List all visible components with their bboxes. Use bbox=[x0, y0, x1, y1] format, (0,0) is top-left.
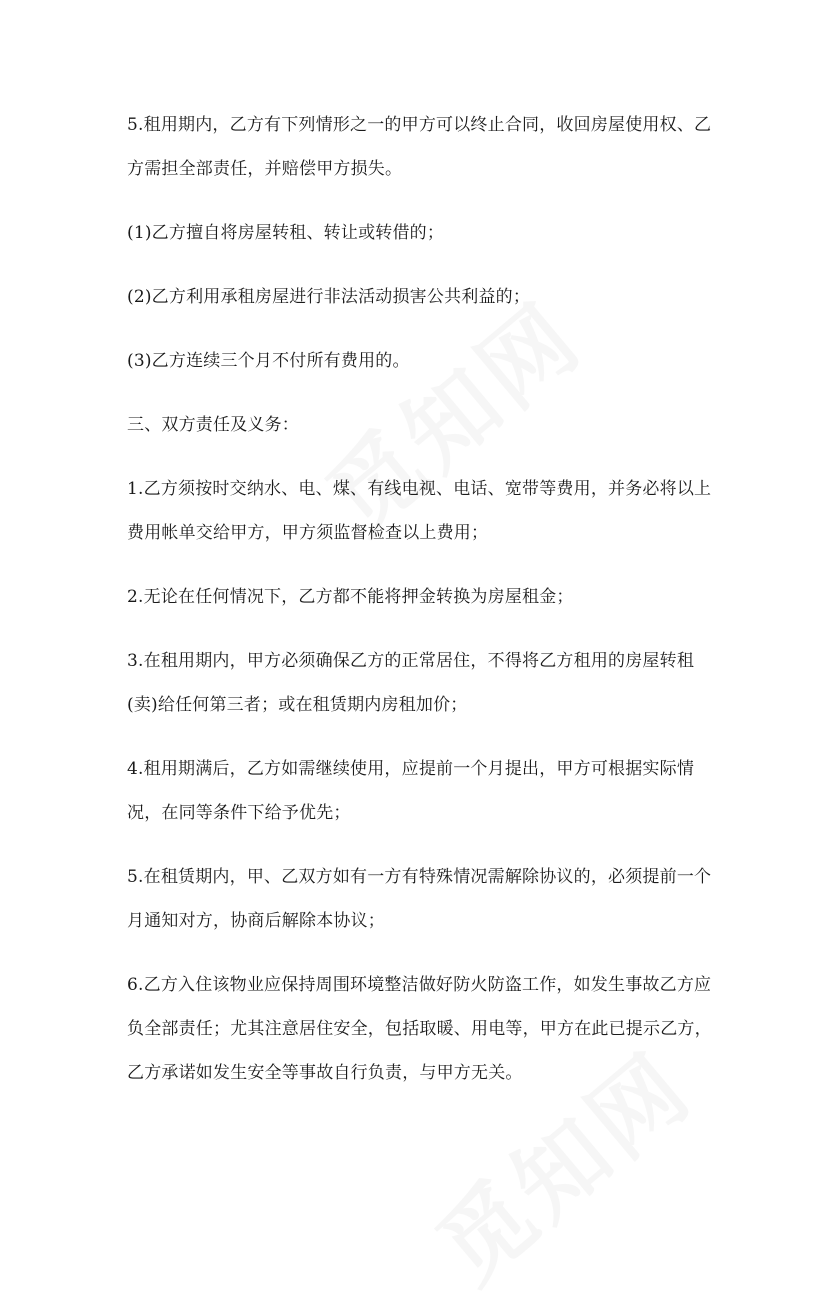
duty-6: 6.乙方入住该物业应保持周围环境整洁做好防火防盗工作，如发生事故乙方应负全部责任；尤其注意居住安全，包括取暖、用电等，甲方在此已提示乙方，乙方承诺如发生安全等事故自行负责，与甲方无关。 bbox=[127, 975, 712, 1083]
document-body bbox=[127, 103, 719, 1115]
clause-5-termination: 5.租用期内，乙方有下列情形之一的甲方可以终止合同，收回房屋使用权、乙方需担全部责任，并赔偿甲方损失。 bbox=[127, 115, 712, 179]
section-heading-responsibilities: 三、双方责任及义务： bbox=[127, 415, 299, 435]
duty-2: 2.无论在任何情况下，乙方都不能将押金转换为房屋租金； bbox=[127, 587, 574, 607]
duty-4: 4.租用期满后，乙方如需继续使用，应提前一个月提出，甲方可根据实际情况，在同等条件下给予优先； bbox=[127, 759, 695, 823]
duty-5: 5.在租赁期内，甲、乙双方如有一方有特殊情况需解除协议的，必须提前一个月通知对方，协商后解除本协议； bbox=[127, 867, 712, 931]
duty-1: 1.乙方须按时交纳水、电、煤、有线电视、电话、宽带等费用，并务必将以上费用帐单交给甲方，甲方须监督检查以上费用； bbox=[127, 479, 712, 543]
clause-item-3: (3)乙方连续三个月不付所有费用的。 bbox=[127, 351, 410, 371]
duty-3: 3.在租用期内，甲方必须确保乙方的正常居住，不得将乙方租用的房屋转租(卖)给任何第三者；或在租赁期内房租加价； bbox=[127, 651, 695, 715]
clause-item-2: (2)乙方利用承租房屋进行非法活动损害公共利益的； bbox=[127, 287, 531, 307]
clause-item-1: (1)乙方擅自将房屋转租、转让或转借的； bbox=[127, 223, 445, 243]
